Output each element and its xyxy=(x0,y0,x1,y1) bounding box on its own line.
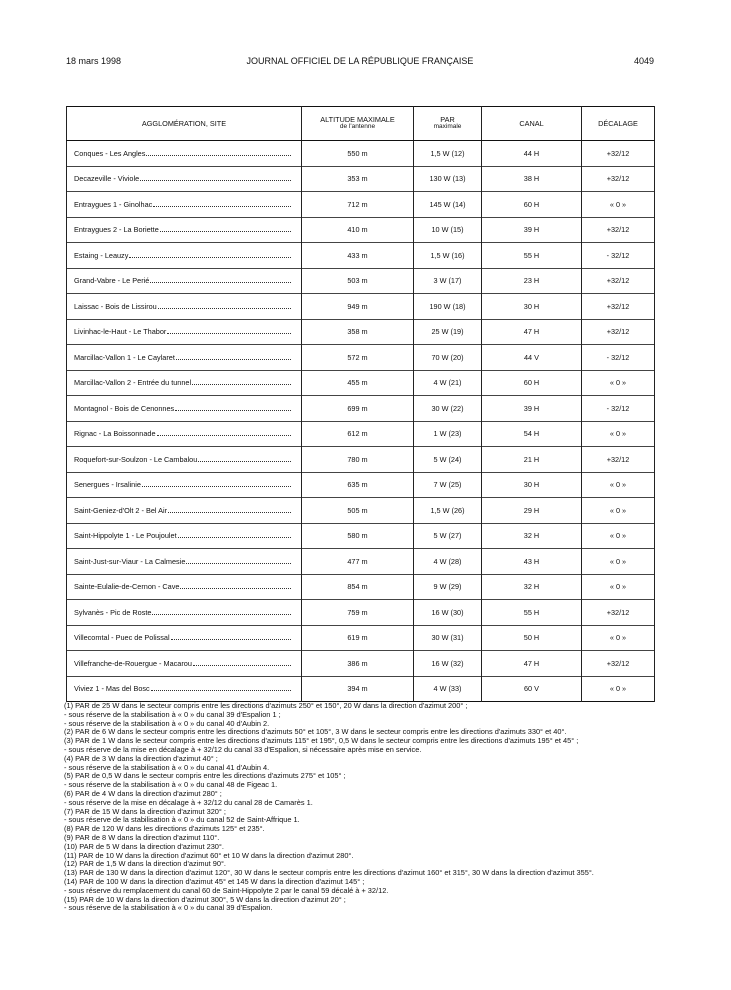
cell-altitude: 635 m xyxy=(302,472,414,498)
journal-title: JOURNAL OFFICIEL DE LA RÉPUBLIQUE FRANÇAISE xyxy=(246,56,474,66)
cell-decalage: « 0 » xyxy=(582,472,655,498)
cell-decalage: « 0 » xyxy=(582,192,655,218)
cell-par: 7 W (25) xyxy=(414,472,482,498)
table-row xyxy=(67,166,655,192)
cell-site xyxy=(67,192,302,218)
issue-date: 18 mars 1998 xyxy=(66,56,122,66)
footnote-line: - sous réserve de la stabilisation à « 0 » du canal 52 de Saint-Affrique 1. xyxy=(64,815,300,825)
footnote-line: (5) PAR de 0,5 W dans le secteur compris entre les directions d'azimuts 275° et 105° ; xyxy=(64,771,346,781)
cell-decalage: +32/12 xyxy=(582,651,655,677)
cell-par: 4 W (28) xyxy=(414,549,482,575)
cell-par: 190 W (18) xyxy=(414,294,482,320)
cell-par: 5 W (24) xyxy=(414,447,482,473)
cell-canal: 23 H xyxy=(482,268,582,294)
cell-canal: 60 H xyxy=(482,192,582,218)
footnote-line: - sous réserve de la stabilisation à « 0 » du canal 40 d'Aubin 2. xyxy=(64,718,270,728)
cell-altitude: 505 m xyxy=(302,498,414,524)
cell-altitude: 394 m xyxy=(302,676,414,702)
dot-leader xyxy=(129,257,291,258)
dot-leader xyxy=(150,282,291,283)
cell-decalage: « 0 » xyxy=(582,549,655,575)
cell-site xyxy=(67,141,302,167)
cell-canal: 30 H xyxy=(482,294,582,320)
cell-decalage: « 0 » xyxy=(582,625,655,651)
cell-decalage: « 0 » xyxy=(582,421,655,447)
cell-canal: 60 H xyxy=(482,370,582,396)
cell-canal: 60 V xyxy=(482,676,582,702)
table-row xyxy=(67,472,655,498)
footnote-line: (2) PAR de 6 W dans le secteur compris entre les directions d'azimuts 50° et 105°, 3 W dans le secteur compris entre les directions d'azimuts 330° et 40°. xyxy=(64,727,567,737)
cell-altitude: 619 m xyxy=(302,625,414,651)
col-header-par: PAR maximale xyxy=(414,107,482,141)
site-name: Senergues - Irsalinie xyxy=(74,480,141,490)
cell-site xyxy=(67,345,302,371)
site-name: Sainte-Eulalie-de-Cernon - Cave xyxy=(74,582,180,592)
footnote-line: - sous réserve du remplacement du canal 60 de Saint-Hippolyte 2 par le canal 59 décalé à + 32/12. xyxy=(64,885,389,895)
site-name: Villecomtal - Puec de Polissal xyxy=(74,633,170,643)
cell-site xyxy=(67,447,302,473)
site-name: Entraygues 2 - La Boriette xyxy=(74,225,159,235)
cell-altitude: 572 m xyxy=(302,345,414,371)
frequency-table xyxy=(66,106,655,702)
cell-canal: 32 H xyxy=(482,574,582,600)
cell-decalage: +32/12 xyxy=(582,600,655,626)
dot-leader xyxy=(176,359,291,360)
table-row xyxy=(67,600,655,626)
site-name: Livinhac-le-Haut - Le Thabor xyxy=(74,327,167,337)
cell-altitude: 550 m xyxy=(302,141,414,167)
cell-canal: 29 H xyxy=(482,498,582,524)
cell-site xyxy=(67,549,302,575)
footnote-line: - sous réserve de la stabilisation à « 0 » du canal 39 d'Espalion. xyxy=(64,903,273,913)
site-name: Saint-Geniez-d'Olt 2 - Bel Air xyxy=(74,505,168,515)
footnote-line: - sous réserve de la mise en décalage à + 32/12 du canal 33 d'Espalion, si nécessaire après mise en service. xyxy=(64,744,422,754)
cell-decalage: +32/12 xyxy=(582,141,655,167)
cell-decalage: « 0 » xyxy=(582,676,655,702)
footnote-line: (10) PAR de 5 W dans la direction d'azimut 230°. xyxy=(64,841,224,851)
cell-par: 10 W (15) xyxy=(414,217,482,243)
site-name: Saint-Just-sur-Viaur - La Calmesie xyxy=(74,556,186,566)
site-name: Marcillac-Vallon 1 - Le Caylaret xyxy=(74,352,175,362)
dot-leader xyxy=(178,537,291,538)
dot-leader xyxy=(146,155,291,156)
cell-par: 145 W (14) xyxy=(414,192,482,218)
cell-site xyxy=(67,319,302,345)
footnote-line: (12) PAR de 1,5 W dans la direction d'azimut 90°. xyxy=(64,859,226,869)
cell-decalage: +32/12 xyxy=(582,319,655,345)
dot-leader xyxy=(158,308,291,309)
cell-decalage: - 32/12 xyxy=(582,396,655,422)
cell-site xyxy=(67,676,302,702)
cell-decalage: - 32/12 xyxy=(582,243,655,269)
footnote-line: - sous réserve de la mise en décalage à + 32/12 du canal 28 de Camarès 1. xyxy=(64,797,313,807)
cell-canal: 47 H xyxy=(482,651,582,677)
cell-decalage: +32/12 xyxy=(582,268,655,294)
cell-site xyxy=(67,472,302,498)
site-name: Entraygues 1 - Ginolhac xyxy=(74,199,153,209)
footnote-line: (8) PAR de 120 W dans les directions d'azimuts 125° et 235°. xyxy=(64,824,265,834)
cell-par: 16 W (32) xyxy=(414,651,482,677)
col-header-site: AGGLOMÉRATION, SITE xyxy=(67,107,302,141)
site-name: Sylvanès - Pic de Roste xyxy=(74,607,152,617)
footnote-line: (15) PAR de 10 W dans la direction d'azimut 300°, 5 W dans la direction d'azimut 20° ; xyxy=(64,894,346,904)
table-row xyxy=(67,574,655,600)
col-header-altitude: ALTITUDE MAXIMALE de l'antenne xyxy=(302,107,414,141)
cell-canal: 50 H xyxy=(482,625,582,651)
cell-decalage: +32/12 xyxy=(582,217,655,243)
cell-altitude: 503 m xyxy=(302,268,414,294)
cell-par: 5 W (27) xyxy=(414,523,482,549)
cell-site xyxy=(67,243,302,269)
cell-decalage: « 0 » xyxy=(582,370,655,396)
cell-altitude: 433 m xyxy=(302,243,414,269)
site-name: Decazeville - Viviole xyxy=(74,174,140,184)
table-row xyxy=(67,345,655,371)
cell-altitude: 358 m xyxy=(302,319,414,345)
dot-leader xyxy=(180,588,291,589)
site-name: Grand-Vabre - Le Perié xyxy=(74,276,150,286)
cell-canal: 54 H xyxy=(482,421,582,447)
cell-site xyxy=(67,396,302,422)
page-header xyxy=(66,56,654,70)
footnote-line: (4) PAR de 3 W dans la direction d'azimut 40° ; xyxy=(64,753,218,763)
site-name: Montagnol - Bois de Cenonnes xyxy=(74,403,175,413)
cell-canal: 43 H xyxy=(482,549,582,575)
cell-altitude: 477 m xyxy=(302,549,414,575)
site-name: Viviez 1 - Mas del Bosc xyxy=(74,684,150,694)
dot-leader xyxy=(140,180,291,181)
dot-leader xyxy=(142,486,291,487)
cell-canal: 39 H xyxy=(482,217,582,243)
site-name: Saint-Hippolyte 1 - Le Poujoulet xyxy=(74,531,177,541)
cell-par: 25 W (19) xyxy=(414,319,482,345)
table-row xyxy=(67,192,655,218)
cell-site xyxy=(67,370,302,396)
table-row xyxy=(67,370,655,396)
cell-par: 130 W (13) xyxy=(414,166,482,192)
table-row xyxy=(67,523,655,549)
cell-decalage: +32/12 xyxy=(582,447,655,473)
site-name: Marcillac-Vallon 2 - Entrée du tunnel xyxy=(74,378,192,388)
cell-altitude: 780 m xyxy=(302,447,414,473)
col-header-canal: CANAL xyxy=(482,107,582,141)
dot-leader xyxy=(153,206,291,207)
cell-altitude: 759 m xyxy=(302,600,414,626)
cell-altitude: 699 m xyxy=(302,396,414,422)
cell-par: 70 W (20) xyxy=(414,345,482,371)
footnote-line: - sous réserve de la stabilisation à « 0 » du canal 41 d'Aubin 4. xyxy=(64,762,270,772)
dot-leader xyxy=(171,639,291,640)
cell-par: 4 W (33) xyxy=(414,676,482,702)
cell-par: 30 W (31) xyxy=(414,625,482,651)
dot-leader xyxy=(193,665,291,666)
page-number: 4049 xyxy=(633,56,654,66)
cell-canal: 38 H xyxy=(482,166,582,192)
footnote-line: (3) PAR de 1 W dans le secteur compris entre les directions d'azimuts 115° et 195°, 0,5 W dans le secteur compris entre les directions d'azimuts 195° et 45° ; xyxy=(64,736,579,746)
cell-canal: 39 H xyxy=(482,396,582,422)
cell-site xyxy=(67,625,302,651)
cell-site xyxy=(67,268,302,294)
table-header-row xyxy=(67,107,655,141)
cell-site xyxy=(67,651,302,677)
footnote-line: - sous réserve de la stabilisation à « 0 » du canal 48 de Figeac 1. xyxy=(64,780,278,790)
cell-site xyxy=(67,498,302,524)
cell-decalage: - 32/12 xyxy=(582,345,655,371)
cell-par: 30 W (22) xyxy=(414,396,482,422)
cell-site xyxy=(67,166,302,192)
cell-altitude: 949 m xyxy=(302,294,414,320)
dot-leader xyxy=(152,614,291,615)
cell-canal: 44 H xyxy=(482,141,582,167)
cell-canal: 55 H xyxy=(482,243,582,269)
cell-par: 9 W (29) xyxy=(414,574,482,600)
cell-decalage: « 0 » xyxy=(582,523,655,549)
cell-site xyxy=(67,574,302,600)
cell-altitude: 353 m xyxy=(302,166,414,192)
cell-par: 1,5 W (16) xyxy=(414,243,482,269)
site-name: Rignac - La Boissonnade xyxy=(74,429,156,439)
cell-altitude: 854 m xyxy=(302,574,414,600)
footnote-line: (1) PAR de 25 W dans le secteur compris entre les directions d'azimuts 250° et 150°, 20 W dans la direction d'azimut 200° ; xyxy=(64,701,468,710)
table-row xyxy=(67,549,655,575)
cell-decalage: « 0 » xyxy=(582,574,655,600)
site-name: Villefranche-de-Rouergue - Macarou xyxy=(74,658,192,668)
cell-par: 16 W (30) xyxy=(414,600,482,626)
cell-altitude: 386 m xyxy=(302,651,414,677)
cell-altitude: 580 m xyxy=(302,523,414,549)
cell-canal: 32 H xyxy=(482,523,582,549)
cell-altitude: 410 m xyxy=(302,217,414,243)
cell-canal: 44 V xyxy=(482,345,582,371)
dot-leader xyxy=(192,384,291,385)
site-name: Laissac - Bois de Lissirou xyxy=(74,301,157,311)
footnote-line: (11) PAR de 10 W dans la direction d'azimut 60° et 10 W dans la direction d'azimut 280°. xyxy=(64,850,354,860)
site-name: Conques - Les Angles xyxy=(74,148,146,158)
cell-par: 3 W (17) xyxy=(414,268,482,294)
table-row xyxy=(67,319,655,345)
cell-canal: 21 H xyxy=(482,447,582,473)
cell-decalage: +32/12 xyxy=(582,294,655,320)
site-name: Estaing - Leauzy xyxy=(74,250,129,260)
footnote-line: (13) PAR de 130 W dans la direction d'azimut 120°, 30 W dans le secteur compris entre les directions d'azimut 160° et 315°, 30 W dans la direction d'azimut 355°. xyxy=(64,868,594,878)
col-header-decalage: DÉCALAGE xyxy=(582,107,655,141)
table-row xyxy=(67,421,655,447)
cell-decalage: +32/12 xyxy=(582,166,655,192)
cell-site xyxy=(67,217,302,243)
dot-leader xyxy=(168,512,291,513)
cell-canal: 47 H xyxy=(482,319,582,345)
footnotes xyxy=(64,702,656,913)
dot-leader xyxy=(186,563,291,564)
footnote-line: (7) PAR de 15 W dans la direction d'azimut 320° ; xyxy=(64,806,226,816)
dot-leader xyxy=(160,231,291,232)
cell-par: 1,5 W (12) xyxy=(414,141,482,167)
dot-leader xyxy=(198,461,291,462)
footnote-line: (9) PAR de 8 W dans la direction d'azimut 110°. xyxy=(64,832,220,842)
cell-par: 4 W (21) xyxy=(414,370,482,396)
cell-par: 1 W (23) xyxy=(414,421,482,447)
cell-altitude: 612 m xyxy=(302,421,414,447)
dot-leader xyxy=(175,410,291,411)
table-row xyxy=(67,498,655,524)
table-row xyxy=(67,396,655,422)
table-row xyxy=(67,447,655,473)
cell-canal: 55 H xyxy=(482,600,582,626)
cell-altitude: 455 m xyxy=(302,370,414,396)
cell-par: 1,5 W (26) xyxy=(414,498,482,524)
table-row xyxy=(67,268,655,294)
table-row xyxy=(67,243,655,269)
cell-site xyxy=(67,523,302,549)
table-row xyxy=(67,676,655,702)
dot-leader xyxy=(151,690,291,691)
table-row xyxy=(67,217,655,243)
table-row xyxy=(67,625,655,651)
dot-leader xyxy=(157,435,291,436)
cell-site xyxy=(67,421,302,447)
table-row xyxy=(67,141,655,167)
cell-altitude: 712 m xyxy=(302,192,414,218)
table-row xyxy=(67,294,655,320)
footnote-line: (14) PAR de 100 W dans la direction d'azimut 45° et 145 W dans la direction d'azimut 145° ; xyxy=(64,876,365,886)
table-row xyxy=(67,651,655,677)
cell-site xyxy=(67,294,302,320)
cell-site xyxy=(67,600,302,626)
cell-decalage: « 0 » xyxy=(582,498,655,524)
site-name: Roquefort-sur-Soulzon - Le Cambalou xyxy=(74,454,198,464)
dot-leader xyxy=(167,333,291,334)
cell-canal: 30 H xyxy=(482,472,582,498)
footnote-line: (6) PAR de 4 W dans la direction d'azimut 280° ; xyxy=(64,788,222,798)
footnote-line: - sous réserve de la stabilisation à « 0 » du canal 39 d'Espalion 1 ; xyxy=(64,709,281,719)
